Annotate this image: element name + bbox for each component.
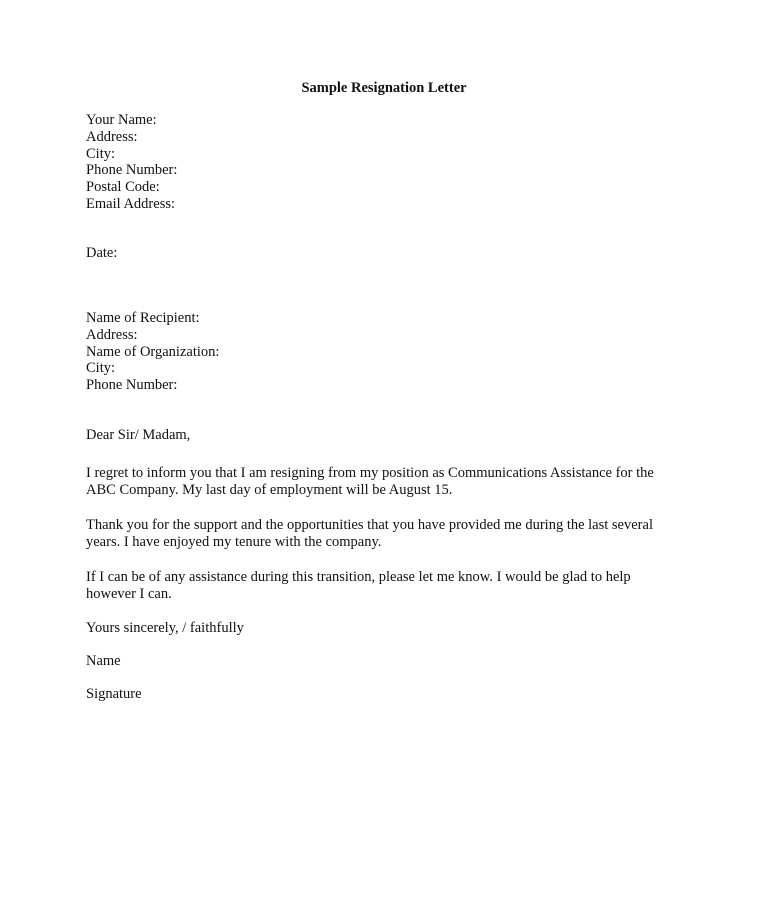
salutation-block (86, 427, 686, 444)
recipient-address-field: Address: (86, 326, 138, 343)
paragraph-2 (86, 517, 686, 551)
paragraph-2-line-1: Thank you for the support and the opportunities that you have provided me during the last several (86, 517, 653, 533)
recipient-name-field: Name of Recipient: (86, 310, 200, 326)
sender-block (86, 112, 686, 213)
recipient-block (86, 310, 686, 394)
paragraph-1-line-2: ABC Company. My last day of employment will be August 15. (86, 481, 453, 498)
paragraph-1 (86, 465, 686, 499)
sender-email-field: Email Address: (86, 195, 176, 212)
recipient-city-field: City: (86, 360, 116, 377)
paragraph-2-line-2: years. I have enjoyed my tenure with the company. (86, 533, 382, 550)
signature-block (86, 686, 686, 703)
sender-name-field: Your Name: (86, 112, 157, 128)
paragraph-3-line-2: however I can. (86, 585, 172, 602)
sender-city-field: City: (86, 145, 116, 162)
document-title: Sample Resignation Letter (301, 80, 467, 96)
closing-block (86, 620, 686, 637)
paragraph-3 (86, 569, 686, 603)
salutation: Dear Sir/ Madam, (86, 427, 191, 443)
recipient-organization-field: Name of Organization: (86, 343, 220, 360)
sender-postal-code-field: Postal Code: (86, 179, 160, 196)
signature-label: Signature (86, 686, 142, 702)
closing: Yours sincerely, / faithfully (86, 620, 244, 636)
date-block (86, 245, 686, 262)
name-label: Name (86, 653, 121, 669)
paragraph-1-line-1: I regret to inform you that I am resigning from my position as Communications Assistance for the (86, 465, 654, 481)
name-block (86, 653, 686, 670)
sender-address-field: Address: (86, 128, 138, 145)
date-field: Date: (86, 245, 118, 261)
sender-phone-field: Phone Number: (86, 162, 178, 179)
paragraph-3-line-1: If I can be of any assistance during this transition, please let me know. I would be glad to help (86, 569, 631, 585)
recipient-phone-field: Phone Number: (86, 377, 178, 394)
